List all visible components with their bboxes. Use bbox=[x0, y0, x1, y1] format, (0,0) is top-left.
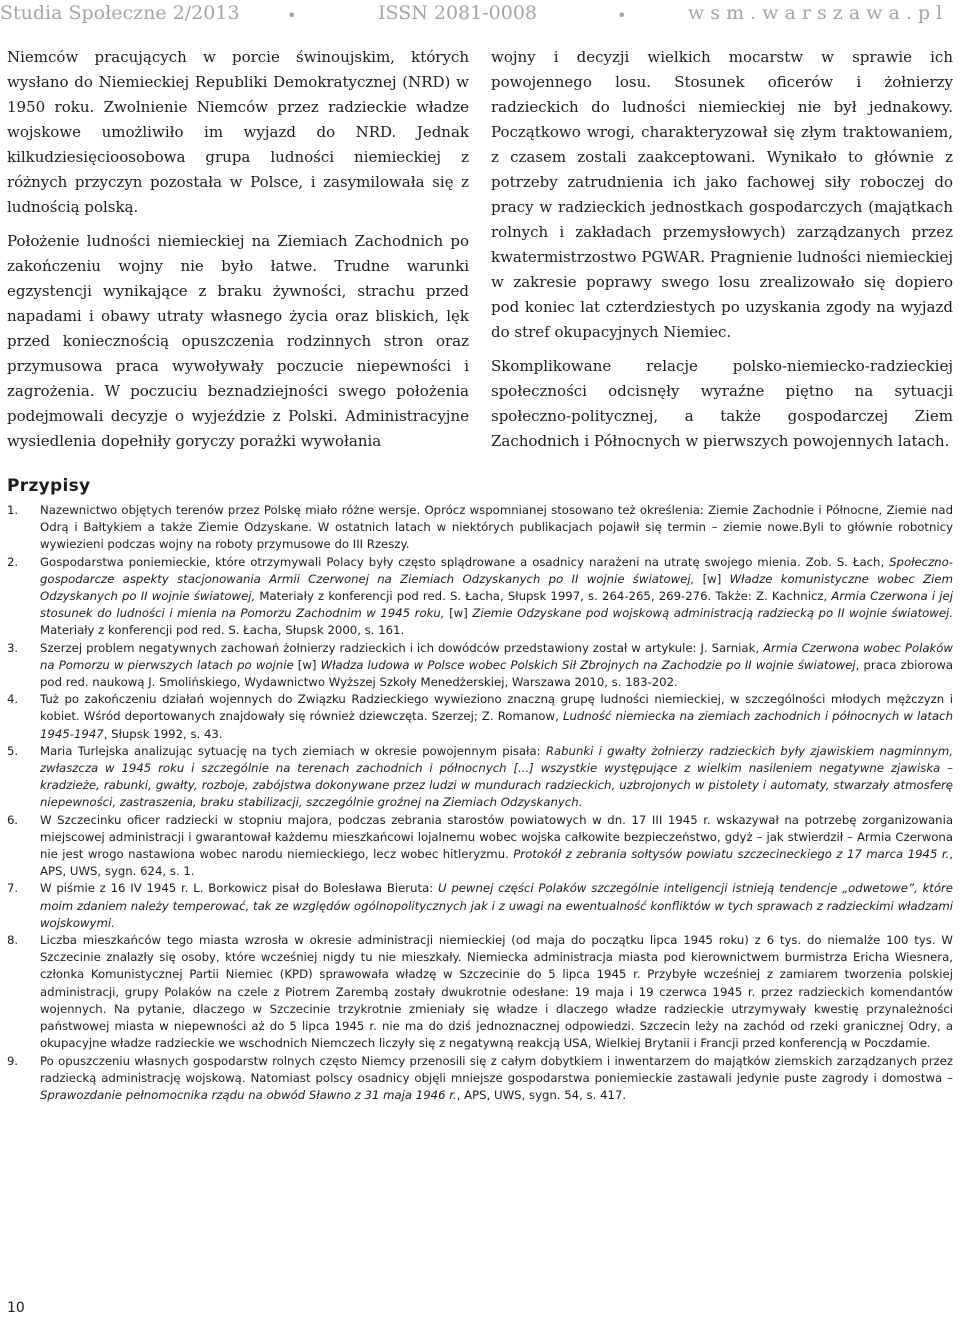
footnote-citation-italic: Ziemie Odzyskane pod wojskową administracją radziecką po II wojnie światowej. bbox=[472, 606, 953, 621]
footnote-number: 8. bbox=[7, 933, 19, 948]
footnote-text-run: Materiały z konferencji pod red. S. Łacha, Słupsk 2000, s. 161. bbox=[40, 623, 405, 638]
footnotes-heading: Przypisy bbox=[7, 476, 91, 496]
footnote-text-run: Nazewnictwo objętych terenów przez Polskę miało różne wersje. Oprócz wspomnianej stosowano też określenia: Ziemie Zachodnie i Północne, Ziemie nad Odrą i Bałtykiem a także Ziemie Odzyskane. W ostatnich latach w niektórych publikacjach pojawił się termin – ziemie nowe.Byli to głównie robotnicy wywiezieni podczas wojny na roboty przymusowe do III Rzeszy. bbox=[40, 503, 953, 552]
footnote-text bbox=[40, 880, 953, 932]
footnote-text bbox=[40, 932, 953, 1052]
footnote-text bbox=[40, 743, 953, 812]
footnote-item bbox=[7, 502, 953, 554]
body-paragraph: Położenie ludności niemieckiej na Ziemiach Zachodnich po zakończeniu wojny nie było łatwe. Trudne warunki egzystencji wynikające z braku żywności, strachu przed napadami i obawy utraty własnego życia oraz bliskich, lęk przed koniecznością opuszczenia rodzinnych stron oraz przymusowa praca wywoływały poczucie niepewności i zagrożenia. W poczuciu beznadziejności swego położenia podejmowali decyzje o wyjeździe z Polski. Administracyjne wysiedlenia dopełniły goryczy porażki wywołania bbox=[7, 232, 469, 450]
body-column-left bbox=[7, 45, 469, 463]
footnote-text bbox=[40, 502, 953, 554]
footnote-citation-italic: Sprawozdanie pełnomocnika rządu na obwód Sławno z 31 maja 1946 r. bbox=[40, 1087, 457, 1102]
page-header bbox=[0, 0, 960, 28]
footnote-text-run: Liczba mieszkańców tego miasta wzrosła w okresie administracji niemieckiej (od maja do początku lipca 1945 roku) z 6 tys. do niemalże 100 tys. W Szczecinie znalazły się osoby, które wcześniej nigdy tu nie mieszkały. Niemiecka administracja miasta pod kierownictwem burmistrza Ericha Wiesnera, członka Komunistycznej Partii Niemiec (KPD) sprawowała władzę w Szczecinie do 5 lipca 1945 r. Przybyłe wcześniej z zamiarem tworzenia polskiej administracji, grupy Polaków na czele z Piotrem Zarembą zostały dwukrotnie odesłane: 19 maja i 19 czerwca 1945 r. przez radzieckich komendantów wojennych. Na pytanie, dlaczego w Szczecinie trzykrotnie zmieniały się władze i dlaczego władze radzieckie utrzymywały kwestię przynależności państwowej miasta w niepewności aż do 5 lipca 1945 r. nie ma do dziś jednoznacznej odpowiedzi. Szczecin leży na zachód od rzeki granicznej Odry, a okupacyjne władze radzieckie we wschodnich Niemczech liczyły się z negatywną reakcją USA, Wielkiej Brytanii i Francji przed konferencją w Poczdamie. bbox=[40, 933, 953, 1051]
header-separator: • bbox=[287, 6, 297, 25]
footnote-item bbox=[7, 880, 953, 932]
footnote-citation-italic: U pewnej części Polaków szczególnie inteligencji istnieją tendencje „odwetowe”, które moim zdaniem należy temperować, tak ze względów ogólnopolitycznych jak i z uwagi na ewentualność konfliktów w tych sprawach z radzieckimi władzami wojskowymi. bbox=[40, 881, 953, 930]
footnote-citation-italic: Ludność niemiecka na ziemiach zachodnich i północnych w latach 1945-1947 bbox=[40, 709, 953, 741]
footnote-text-run: , Słupsk 1992, s. 43. bbox=[103, 726, 223, 741]
footnote-text-run: [w] bbox=[293, 657, 321, 672]
footnote-text-run: W Szczecinku oficer radziecki w stopniu majora, podczas zebrania starostów powiatowych w dn. 17 III 1945 r. wskazywał na potrzebę zorganizowania miejscowej administracji i gwarantował każdemu mieszkańcowi lojalnemu wobec wojska całkowite bezpieczeństwo, gdyż – jak stwierdził – Armia Czerwona nie jest wrogo nastawiona wobec narodu niemieckiego, lecz wobec hitleryzmu. bbox=[40, 812, 953, 862]
footnote-text bbox=[40, 554, 953, 640]
footnote-text-run: [w] bbox=[694, 571, 730, 586]
footnote-number: 3. bbox=[7, 640, 19, 655]
footnote-citation-italic: Protokół z zebrania sołtysów powiatu szczecineckiego z 17 marca 1945 r. bbox=[513, 847, 950, 862]
footnote-number: 2. bbox=[7, 554, 19, 569]
footnote-text-run: , APS, UWS, sygn. 54, s. 417. bbox=[456, 1087, 627, 1102]
footnote-citation-italic: Armia Czerwona wobec Polaków na Pomorzu w pierwszych latach po wojnie bbox=[40, 640, 953, 672]
footnote-text-run: Szerzej problem negatywnych zachowań żołnierzy radzieckich i ich dowódców przedstawiony został w artykule: J. Sarniak, bbox=[40, 640, 764, 655]
footnote-citation-italic: Władza ludowa w Polsce wobec Polskich Sił Zbrojnych na Zachodzie po II wojnie światowej bbox=[320, 657, 856, 672]
footnote-citation-italic: Rabunki i gwałty żołnierzy radzieckich były zjawiskiem nagminnym, zwłaszcza w 1945 roku i szczególnie na terenach zachodnich i północnych [...] wszystkie występujące z wielkim nasileniem negatywne zjawiska – kradzieże, rabunki, gwałty, rozboje, zabójstwa dokonywane przez ludzi w mundurach radzieckich, uzbrojonych w pistolety i automaty, stwarzały atmosferę niepewności, zastraszenia, braku stabilizacji, szczególnie groźnej na Ziemiach Odzyskanych. bbox=[40, 743, 953, 810]
footnotes-list bbox=[7, 502, 953, 1104]
footnote-item bbox=[7, 640, 953, 692]
journal-title: Studia Społeczne 2/2013 bbox=[0, 2, 240, 24]
footnote-text bbox=[40, 691, 953, 743]
footnote-number: 4. bbox=[7, 692, 19, 707]
footnote-item bbox=[7, 932, 953, 1052]
page-number: 10 bbox=[7, 1300, 25, 1316]
footnote-text-run: Gospodarstwa poniemieckie, które otrzymywali Polacy były często splądrowane a osadnicy narażeni na utratę swojego mienia. Zob. S. Łach, bbox=[40, 554, 890, 569]
body-column-right bbox=[491, 45, 953, 463]
body-paragraph: Skomplikowane relacje polsko-niemiecko-radzieckiej społeczności odcisnęły wyraźne piętno na sytuacji społeczno-politycznej, a także gospodarczej Ziem Zachodnich i Północnych w pierwszych powojennych latach. bbox=[491, 357, 953, 450]
footnote-text-run: Materiały z konferencji pod red. S. Łacha, Słupsk 1997, s. 264-265, 269-276. Także: Z. Kachnicz, bbox=[255, 589, 832, 604]
body-paragraph: wojny i decyzji wielkich mocarstw w sprawie ich powojennego losu. Stosunek oficerów i żołnierzy radzieckich do ludności niemieckiej nie był jednakowy. Początkowo wrogi, charakteryzował się złym traktowaniem, z czasem zostali zaakceptowani. Wynikało to głównie z potrzeby zatrudnienia ich jako fachowej siły roboczej do pracy w radzieckich jednostkach gospodarczych (majątkach rolnych i zakładach przemysłowych) zarządzanych przez kwatermistrzostwo PGWAR. Pragnienie ludności niemieckiej w zakresie poprawy swego losu zrealizowało się dopiero pod koniec lat czterdziestych po uzyskania zgody na wyjazd do stref okupacyjnych Niemiec. bbox=[491, 48, 953, 341]
footnote-text-run: , praca zbiorowa pod red. naukową J. Smolińskiego, Wydawnictwo Wyższej Szkoły Menedżerskiej, Warszawa 2010, s. 183-202. bbox=[40, 657, 953, 690]
footnote-text bbox=[40, 640, 953, 692]
footnote-text-run: Maria Turlejska analizując sytuację na tych ziemiach w okresie powojennym pisała: bbox=[40, 743, 546, 758]
footnote-number: 5. bbox=[7, 743, 19, 758]
footnote-number: 6. bbox=[7, 812, 19, 827]
footnote-text-run: [w] bbox=[444, 606, 473, 621]
footnote-item bbox=[7, 743, 953, 812]
footnote-text bbox=[40, 1053, 953, 1105]
footnote-text-run: W piśmie z 16 IV 1945 r. L. Borkowicz pisał do Bolesława Bieruta: bbox=[40, 881, 438, 896]
body-paragraph: Niemców pracujących w porcie świnoujskim, których wysłano do Niemieckiej Republiki Demokratycznej (NRD) w 1950 roku. Zwolnienie Niemców przez radzieckie władze wojskowe umożliwiło im wyjazd do NRD. Jednak kilkudziesięcioosobowa grupa ludności niemieckiej z różnych przyczyn pozostała w Polsce, i zasymilowała się z ludnością polską. bbox=[7, 48, 469, 216]
footnote-text-run: , APS, UWS, sygn. 624, s. 1. bbox=[40, 847, 953, 879]
footnote-item bbox=[7, 691, 953, 743]
footnote-citation-italic: Armia Czerwona i jej stosunek do ludności i mienia na Pomorzu Zachodnim w 1945 roku, bbox=[40, 589, 953, 621]
website-url: w s m . w a r s z a w a . p l bbox=[688, 2, 943, 24]
footnote-number: 9. bbox=[7, 1053, 19, 1068]
footnote-text-run: Tuż po zakończeniu działań wojennych do Związku Radzieckiego wywieziono znaczną grupę ludności niemieckiej, w szczególności młodych mężczyzn i kobiet. Wśród deportowanych znajdowały się również dziewczęta. Szerzej; Z. Romanow, bbox=[40, 692, 953, 724]
footnote-number: 7. bbox=[7, 881, 19, 896]
footnote-citation-italic: Władze komunistyczne wobec Ziem Odzyskanych po II wojnie światowej, bbox=[40, 571, 953, 604]
footnote-item bbox=[7, 1053, 953, 1105]
footnote-number: 1. bbox=[7, 503, 19, 517]
footnote-citation-italic: Społeczno-gospodarcze aspekty stacjonowania Armii Czerwonej na Ziemiach Odzyskanych po II wojnie światowej, bbox=[40, 554, 953, 586]
footnote-item bbox=[7, 812, 953, 881]
issn-label: ISSN 2081-0008 bbox=[378, 2, 537, 24]
footnote-text-run: Po opuszczeniu własnych gospodarstw rolnych często Niemcy przenosili się z całym dobytkiem i inwentarzem do majątków ziemskich zarządzanych przez radziecką administrację wojskową. Natomiast polscy osadnicy objęli mniejsze gospodarstwa poniemieckie zastawali jedynie puste zagrody i domostwa – bbox=[40, 1053, 953, 1085]
footnote-text bbox=[40, 812, 953, 881]
footnote-item bbox=[7, 554, 953, 640]
header-separator: • bbox=[617, 6, 627, 25]
